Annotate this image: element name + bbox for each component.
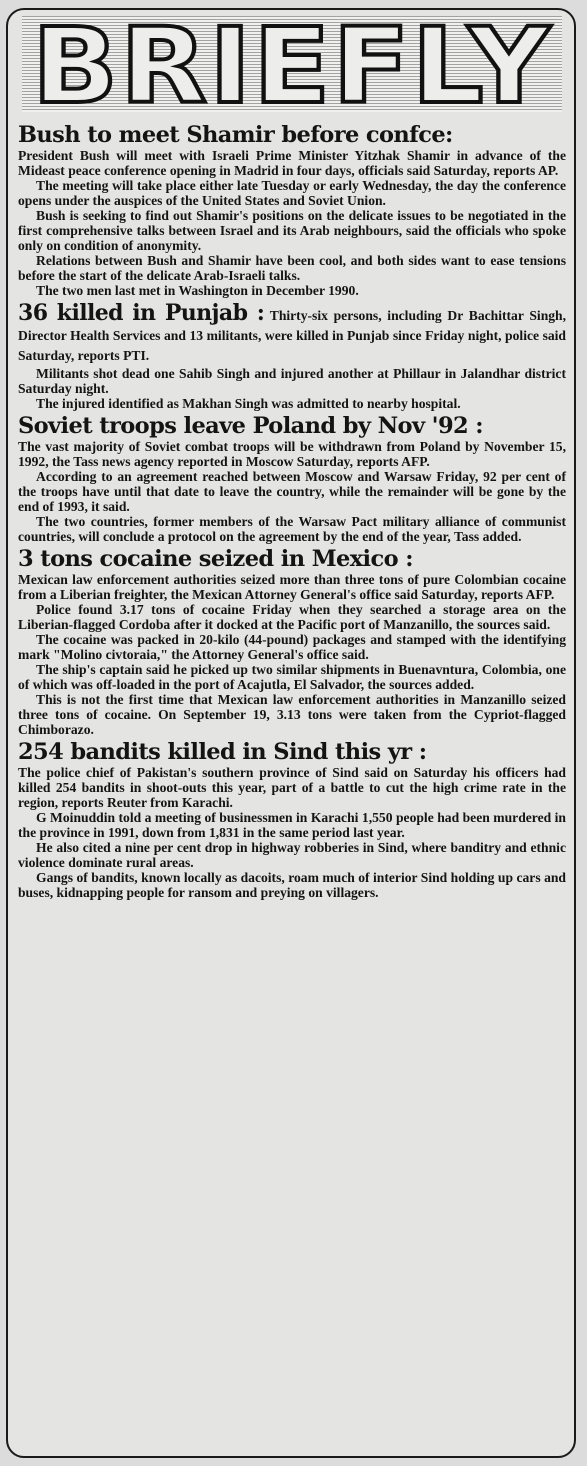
paragraph: The ship's captain said he picked up two similar shipments in Buenavntura, Colombia, one of which was off-loaded in the port of Acajutla, El Salvador, the sources added. (18, 662, 566, 692)
paragraph: Mexican law enforcement authorities seized more than three tons of pure Colombian cocaine from a Liberian freighter, the Mexican Attorney General's office said Saturday, reports AFP. (18, 572, 566, 602)
story-bush-shamir (18, 122, 566, 298)
paragraph: Police found 3.17 tons of cocaine Friday when they searched a storage area on the Liberian-flagged Cordoba after it docked at the Pacific port of Manzanillo, the sources said. (18, 602, 566, 632)
story-sind-bandits (18, 739, 566, 900)
story-soviet-poland (18, 413, 566, 544)
paragraph: Relations between Bush and Shamir have been cool, and both sides want to ease tensions before the start of the delicate Arab-Israeli talks. (18, 253, 566, 283)
headline: 3 tons cocaine seized in Mexico : (18, 546, 413, 572)
headline-with-lead (18, 300, 566, 366)
story-mexico-cocaine (18, 546, 566, 737)
paragraph: President Bush will meet with Israeli Prime Minister Yitzhak Shamir in advance of the Mideast peace conference opening in Madrid in four days, officials said Saturday, reports AP. (18, 148, 566, 178)
paragraph: Gangs of bandits, known locally as dacoits, roam much of interior Sind holding up cars and buses, kidnapping people for ransom and preying on villagers. (18, 870, 566, 900)
paragraph: Militants shot dead one Sahib Singh and injured another at Phillaur in Jalandhar district Saturday night. (18, 366, 566, 396)
story-punjab (18, 300, 566, 411)
stories (18, 122, 566, 902)
paragraph: The two countries, former members of the Warsaw Pact military alliance of communist countries, will conclude a protocol on the agreement by the end of the year, Tass added. (18, 514, 566, 544)
paragraph: He also cited a nine per cent drop in highway robberies in Sind, where banditry and ethnic violence dominate rural areas. (18, 840, 566, 870)
paragraph: This is not the first time that Mexican law enforcement authorities in Manzanillo seized three tons of cocaine. On September 19, 3.13 tons were taken from the Cypriot-flagged Chimborazo. (18, 692, 566, 737)
headline: Bush to meet Shamir before confce: (18, 122, 453, 148)
paragraph: The vast majority of Soviet combat troops will be withdrawn from Poland by November 15, 1992, the Tass news agency reported in Moscow Saturday, reports AFP. (18, 439, 566, 469)
headline: 36 killed in Punjab : (18, 300, 265, 326)
paragraph: G Moinuddin told a meeting of businessmen in Karachi 1,550 people had been murdered in the province in 1991, down from 1,831 in the same period last year. (18, 810, 566, 840)
lead-paragraph: Thirty-six persons, including Dr Bachittar Singh, Director Health Services and 13 militants, were killed in Punjab since Friday night, police said Saturday, reports PTI. (18, 308, 567, 363)
paragraph: The police chief of Pakistan's southern province of Sind said on Saturday his officers had killed 254 bandits in shoot-outs this year, part of a battle to cut the high crime rate in the region, reports Reuter from Karachi. (18, 765, 566, 810)
paragraph: Bush is seeking to find out Shamir's positions on the delicate issues to be negotiated in the first comprehensive talks between Israel and its Arab neighbours, said the officials who spoke only on condition of anonymity. (18, 208, 566, 253)
briefly-logo (22, 16, 562, 112)
headline: 254 bandits killed in Sind this yr : (18, 739, 427, 765)
paragraph: The cocaine was packed in 20-kilo (44-pound) packages and stamped with the identifying mark "Molino civtoraia," the Attorney General's office said. (18, 632, 566, 662)
paragraph: According to an agreement reached between Moscow and Warsaw Friday, 92 per cent of the troops have until that date to leave the country, while the remainder will be gone by the end of 1993, it said. (18, 469, 566, 514)
paragraph: The injured identified as Makhan Singh was admitted to nearby hospital. (36, 396, 461, 411)
paragraph: The two men last met in Washington in December 1990. (36, 283, 359, 298)
svg-text:BRIEFLY: BRIEFLY (32, 16, 552, 112)
masthead (8, 10, 574, 116)
headline: Soviet troops leave Poland by Nov '92 : (18, 413, 484, 439)
paragraph: The meeting will take place either late Tuesday or early Wednesday, the day the conference opens under the auspices of the United States and Soviet Union. (18, 178, 566, 208)
briefly-column (6, 8, 576, 1458)
